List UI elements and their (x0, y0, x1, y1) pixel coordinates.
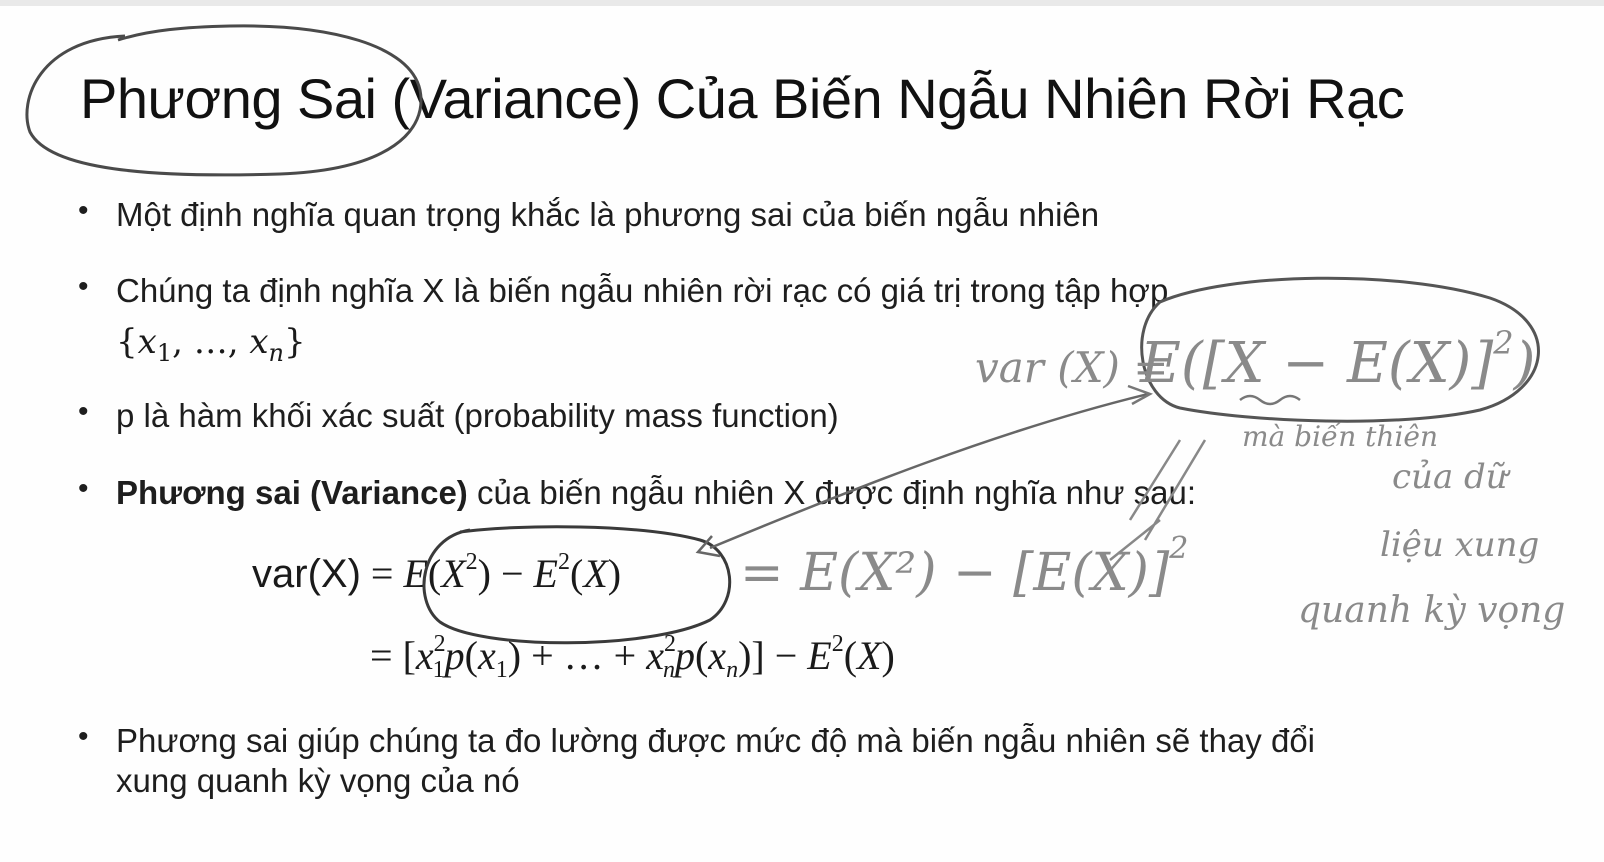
squiggle (1240, 396, 1300, 404)
var-label: var(X) (252, 552, 361, 596)
bullet-dot: • (78, 194, 89, 227)
hw-var-label: var (X) = (975, 343, 1169, 392)
bullet-5-line-1: Phương sai giúp chúng ta đo lường được mức độ mà biến ngẫu nhiên sẽ thay đổi (116, 722, 1316, 759)
formula-line-2: = [$x^2_1p(x_1)$ + … + $x^2_np(x_n)] - E^2(X)$ (370, 631, 895, 683)
hw-note-4: quanh kỳ vọng (1298, 590, 1566, 631)
hw-note-3: liệu xung (1380, 525, 1540, 565)
bullet-2-text: Chúng ta định nghĩa X là biến ngẫu nhiên rời rạc có giá trị trong tập hợp (116, 272, 1169, 309)
hw-note-2: của dữ (1392, 457, 1508, 497)
bullet-4-bold: Phương sai (Variance) (116, 474, 468, 511)
set-notation: {$x_1$, …, $x_n$} (116, 322, 306, 367)
hw-var-expr: $E([X - E(X)]^2)$ (1140, 324, 1536, 396)
bullet-dot: • (78, 270, 89, 303)
formula-line-1: $var(X) = E(X^2) - E^2(X)$ (252, 549, 622, 596)
bullet-5-line-2: xung quanh kỳ vọng của nó (116, 762, 520, 799)
bullet-dot: • (78, 395, 89, 428)
bullet-3-text: p là hàm khối xác suất (probability mass function) (116, 397, 839, 434)
arrow-head-left (698, 536, 720, 556)
expr-oval (1142, 278, 1539, 421)
bullet-dot: • (78, 472, 89, 505)
top-bar (0, 0, 1604, 6)
bullet-dot: • (78, 720, 89, 753)
slide-title: Phương Sai (Variance) Của Biến Ngẫu Nhiên Rời Rạc (80, 67, 1405, 130)
arrow-head-right (1128, 386, 1150, 404)
bullet-1-text: Một định nghĩa quan trọng khắc là phương sai của biến ngẫu nhiên (116, 196, 1100, 233)
bullet-4-text: của biến ngẫu nhiên X được định nghĩa như sau: (467, 474, 1196, 511)
hw-note-1: mà biến thiên (1242, 420, 1439, 453)
hw-eq-rewrite: = $E(X^2) - [E(X)]^2$ (740, 531, 1189, 603)
